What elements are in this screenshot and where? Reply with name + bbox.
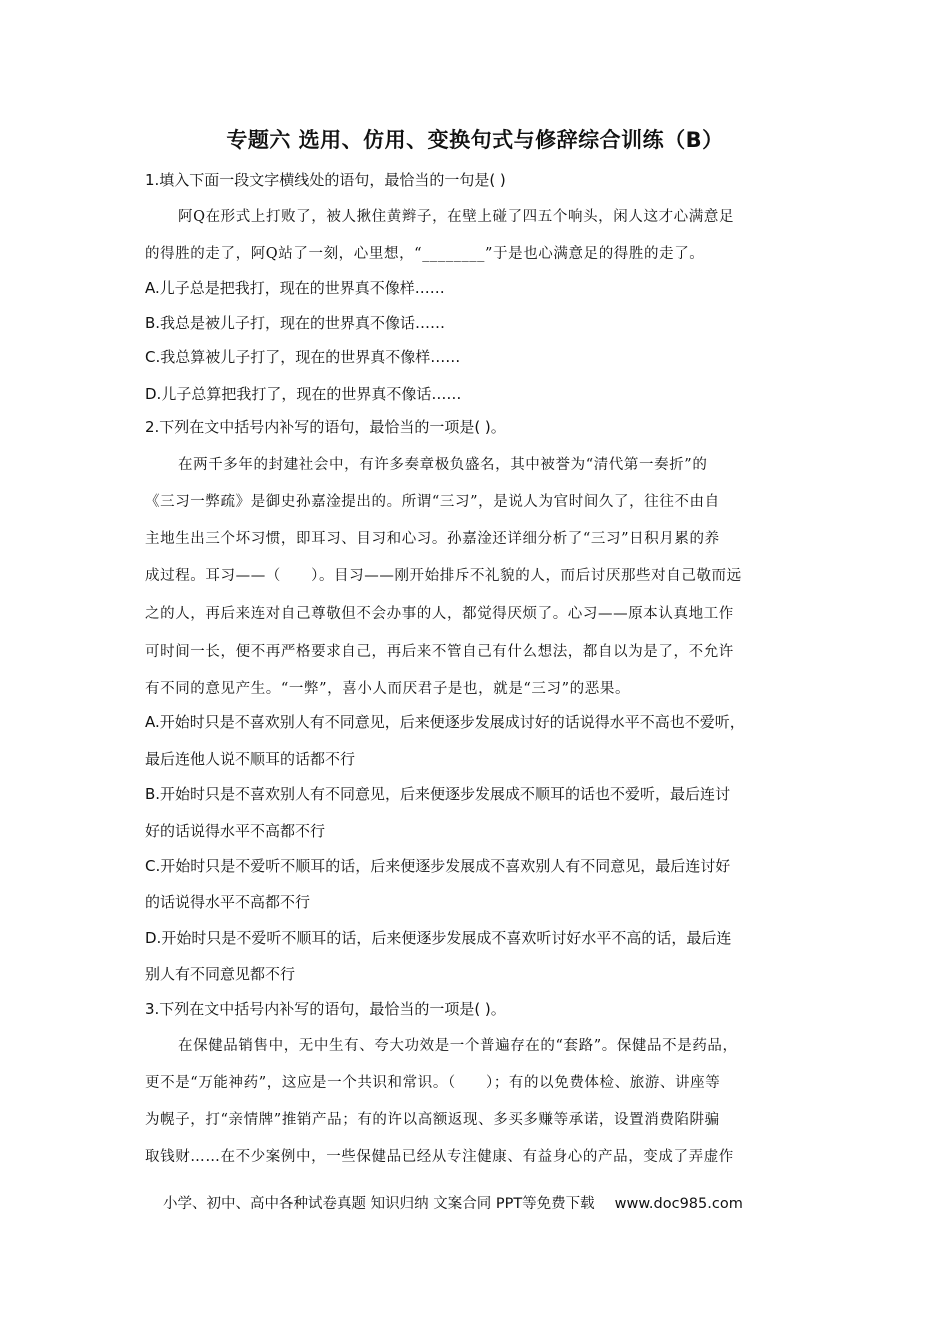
page-footer <box>163 1192 743 1213</box>
footer-url[interactable]: www.doc985.com <box>614 1196 743 1212</box>
question-2-passage-line: 之的人，再后来连对自己尊敬但不会办事的人，都觉得厌烦了。心习——原本认真地工作 <box>145 606 734 622</box>
page-title: 专题六 选用、仿用、变换句式与修辞综合训练（B） <box>226 128 724 152</box>
question-3-passage-line: 为幌子，打“亲情牌”推销产品；有的许以高额返现、多买多赚等承诺，设置消费陷阱骗 <box>145 1112 720 1128</box>
question-2-option-d-cont: 别人有不同意见都不行 <box>145 965 296 983</box>
footer-text: 小学、初中、高中各种试卷真题 知识归纳 文案合同 PPT等免费下载 <box>163 1196 595 1212</box>
question-2-option-b: B.开始时只是不喜欢别人有不同意见，后来便逐步发展成不顺耳的话也不爱听，最后连讨 <box>145 785 731 803</box>
question-2-option-a-cont: 最后连他人说不顺耳的话都不行 <box>145 750 356 768</box>
question-2-option-d: D.开始时只是不爱听不顺耳的话，后来便逐步发展成不喜欢听讨好水平不高的话，最后连 <box>145 929 732 947</box>
question-3-stem: 3.下列在文中括号内补写的语句，最恰当的一项是( )。 <box>145 1000 506 1018</box>
question-2-passage-line: 可时间一长，便不再严格要求自己，再后来不管自己有什么想法，都自以为是了，不允许 <box>145 644 734 660</box>
question-2-option-b-cont: 好的话说得水平不高都不行 <box>145 822 326 840</box>
question-2-passage-line: 有不同的意见产生。“一弊”，喜小人而厌君子是也，就是“三习”的恶果。 <box>145 681 631 697</box>
question-1-passage-line: 的得胜的走了，阿Q站了一刻，心里想，“________”于是也心满意足的得胜的走了。 <box>145 246 705 262</box>
question-2-option-c: C.开始时只是不爱听不顺耳的话，后来便逐步发展成不喜欢别人有不同意见，最后连讨好 <box>145 857 731 875</box>
question-2-passage-line: 《三习一弊疏》是御史孙嘉淦提出的。所谓“三习”，是说人为官时间久了，往往不由自 <box>145 494 720 510</box>
question-1-stem: 1.填入下面一段文字横线处的语句，最恰当的一句是( ) <box>145 171 506 189</box>
question-1-option-b: B.我总是被儿子打，现在的世界真不像话…… <box>145 314 446 332</box>
question-3-passage-line: 更不是“万能神药”，这应是一个共识和常识。（ ）；有的以免费体检、旅游、讲座等 <box>145 1075 721 1091</box>
question-2-stem: 2.下列在文中括号内补写的语句，最恰当的一项是( )。 <box>145 418 506 436</box>
question-2-passage-line: 在两千多年的封建社会中，有许多奏章极负盛名，其中被誉为“清代第一奏折”的 <box>178 457 708 473</box>
question-2-option-c-cont: 的话说得水平不高都不行 <box>145 893 311 911</box>
question-1-option-a: A.儿子总是把我打，现在的世界真不像样…… <box>145 279 445 297</box>
question-1-option-c: C.我总算被儿子打了，现在的世界真不像样…… <box>145 348 461 366</box>
question-3-passage-line: 在保健品销售中，无中生有、夸大功效是一个普遍存在的“套路”。保健品不是药品， <box>178 1038 738 1054</box>
question-1-option-d: D.儿子总算把我打了，现在的世界真不像话…… <box>145 385 462 403</box>
question-2-option-a: A.开始时只是不喜欢别人有不同意见，后来便逐步发展成讨好的话说得水平不高也不爱听， <box>145 713 745 731</box>
question-3-passage-line: 取钱财……在不少案例中，一些保健品已经从专注健康、有益身心的产品，变成了弄虚作 <box>145 1149 734 1165</box>
question-2-passage-line: 主地生出三个坏习惯，即耳习、目习和心习。孙嘉淦还详细分析了“三习”日积月累的养 <box>145 531 720 547</box>
question-1-passage-line: 阿Q在形式上打败了，被人揪住黄辫子，在壁上碰了四五个响头，闲人这才心满意足 <box>178 209 735 225</box>
question-2-passage-line: 成过程。耳习——（ ）。目习——刚开始排斥不礼貌的人，而后讨厌那些对自己敬而远 <box>145 568 742 584</box>
